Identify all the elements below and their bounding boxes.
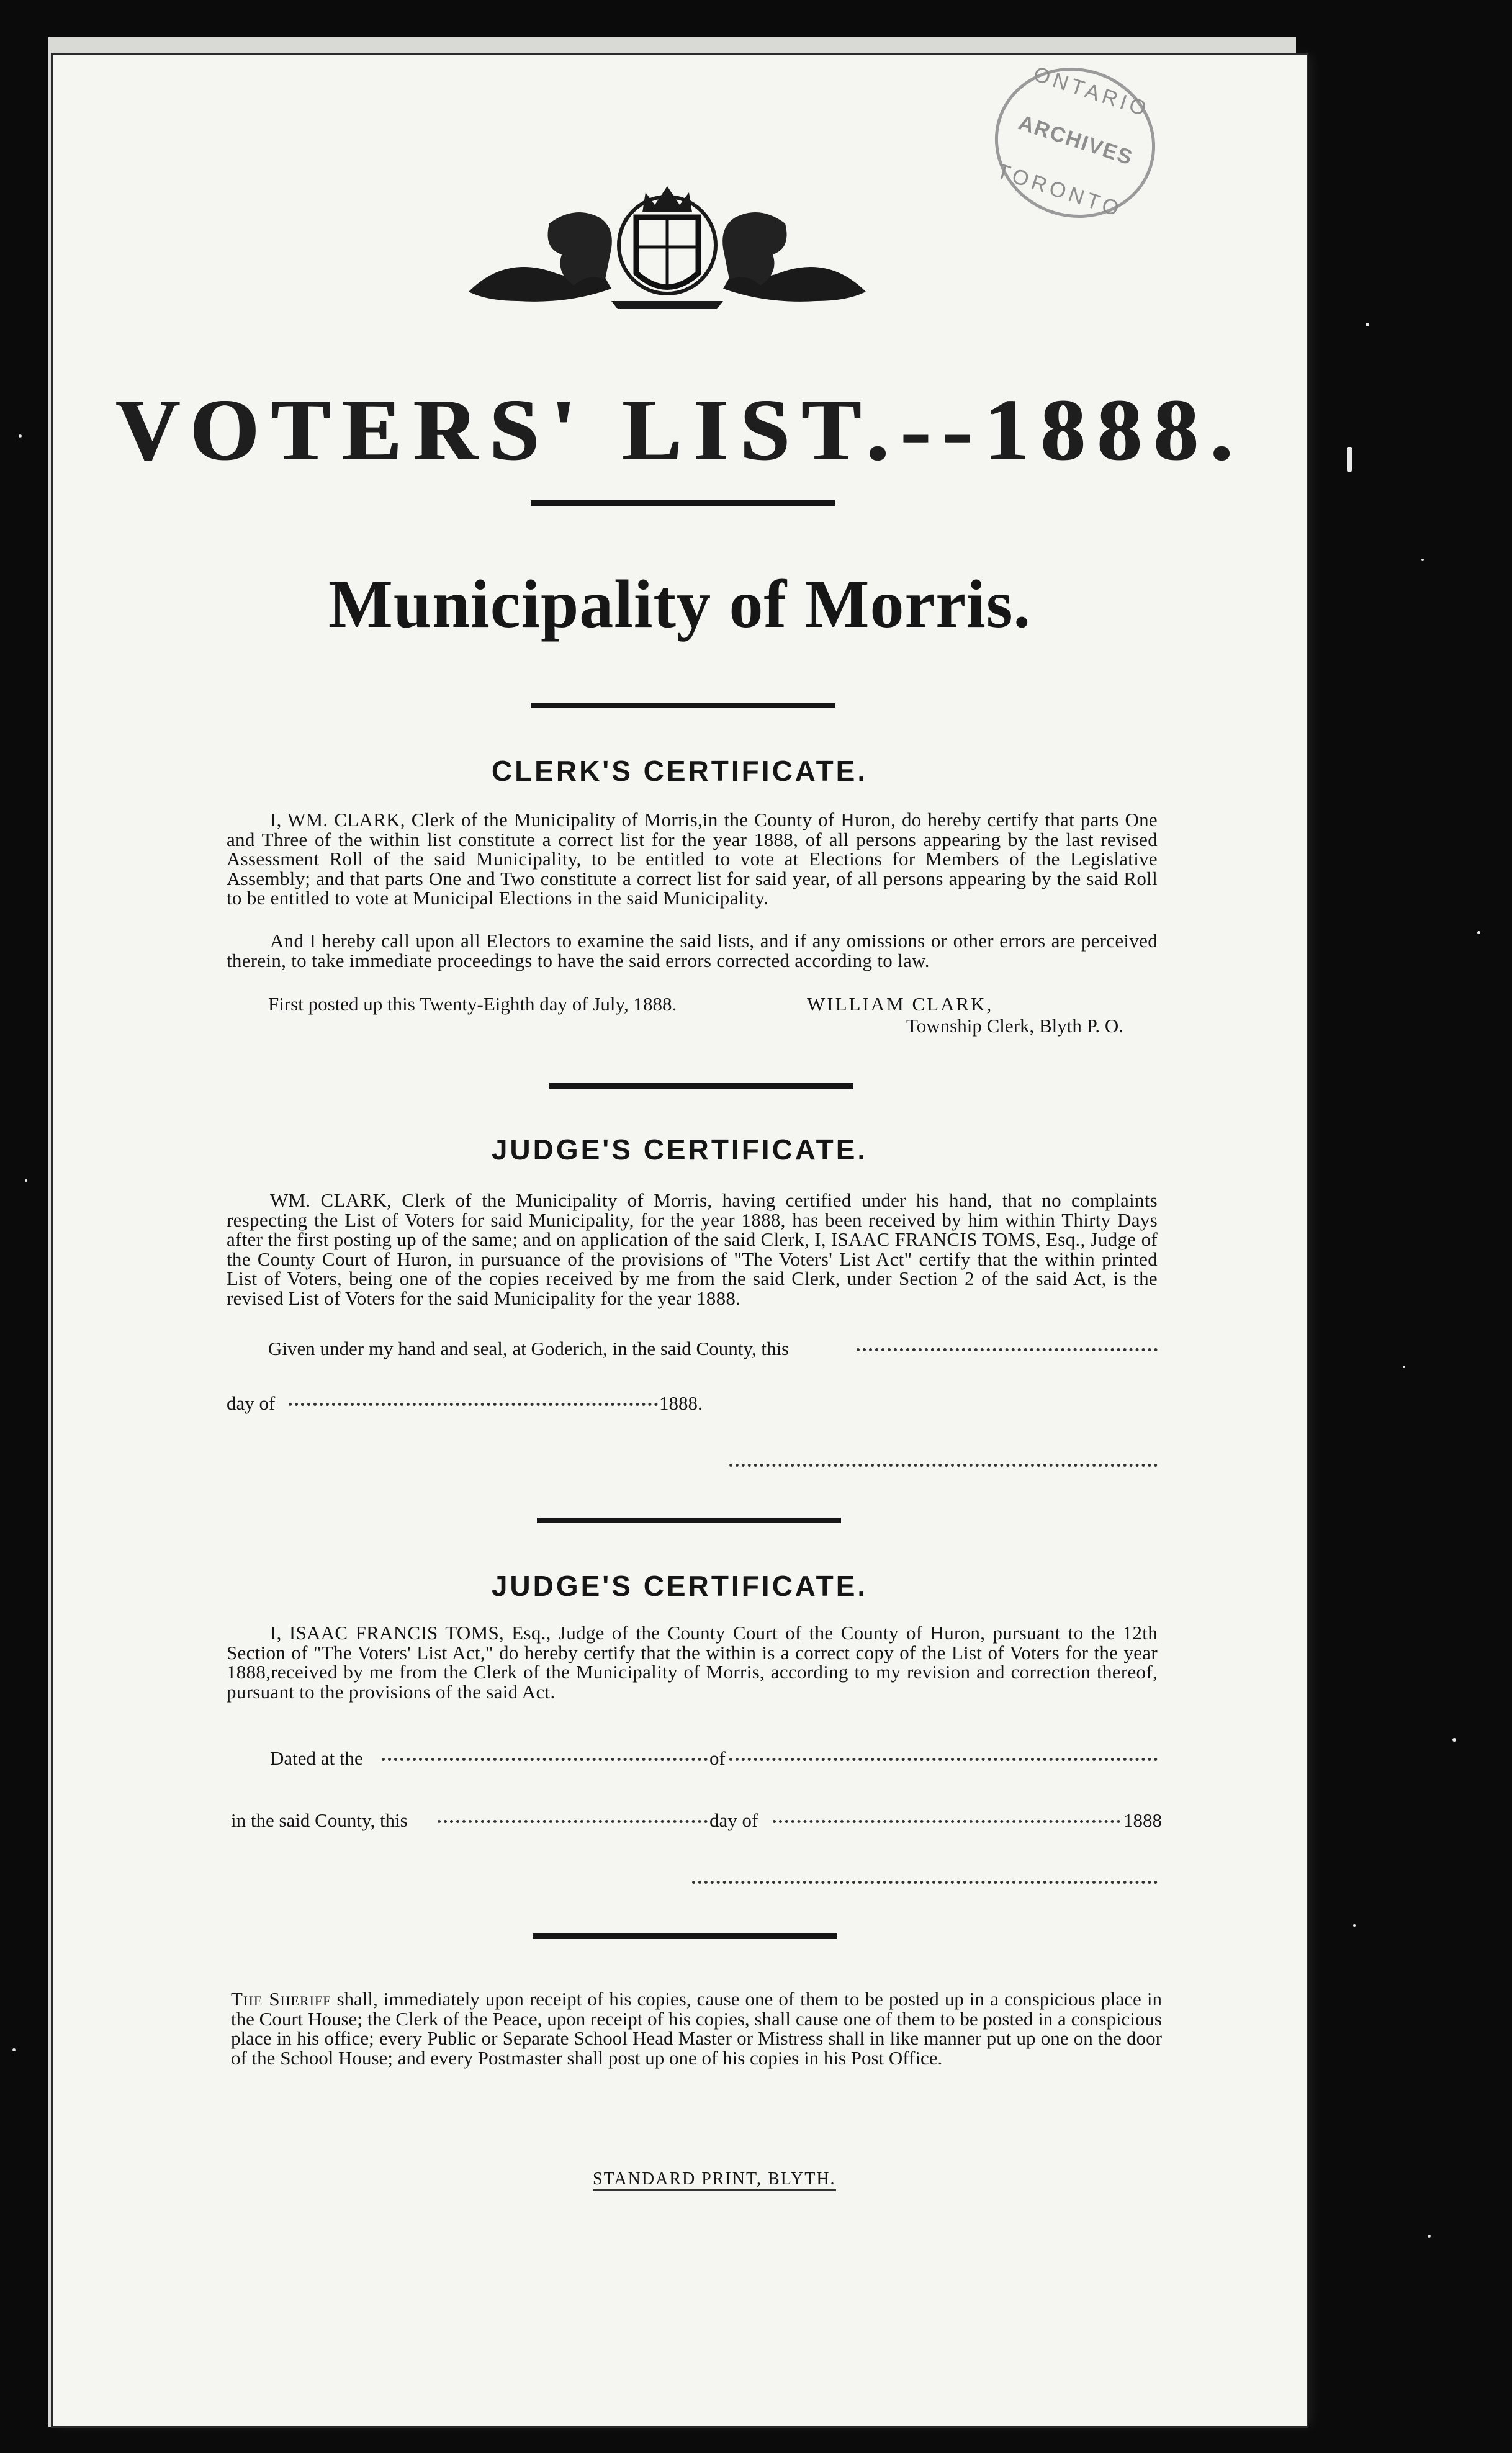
in-county-label: in the said County, this <box>231 1809 408 1831</box>
clerk-call-to-electors: And I hereby call upon all Electors to examine the said lists, and if any omissions or other errors are perceived therein, to take immediate proceedings to have the said errors corrected according to law. <box>227 930 1158 971</box>
stamp-line-2: ARCHIVES <box>1015 110 1136 170</box>
divider-rule <box>537 1518 841 1523</box>
posting-date: First posted up this Twenty-Eighth day of July, 1888. <box>268 993 677 1015</box>
divider-rule <box>531 703 835 708</box>
printer-imprint: STANDARD PRINT, BLYTH. <box>593 2169 836 2191</box>
month-blank <box>773 1820 1120 1823</box>
of-label: of <box>709 1747 726 1769</box>
judge-certificate-heading-2: JUDGE'S CERTIFICATE. <box>491 1570 868 1602</box>
judge-certificate-body: WM. CLARK, Clerk of the Municipality of Morris, having certified under his hand, that no complaints respecting the List of Voters for said Municipality, for the year 1888, has been received by him within Thirty Days after the first posting up of the same; and on application of the said Clerk, I, ISAAC FRANCIS TOMS, Esq., Judge of the County Court of Huron, in pursuance of the provisions of "The Voters' List Act" certify that the within printed List of Voters, being one of the copies received by me from the said Clerk, under Section 2 of the said Act, is the revised List of Voters for the said Municipality for the year 1888. <box>227 1189 1158 1309</box>
clerk-title: Township Clerk, Blyth P. O. <box>906 1015 1124 1037</box>
clerk-certificate-heading: CLERK'S CERTIFICATE. <box>491 755 868 787</box>
day-of-label-2: day of <box>709 1809 758 1831</box>
stamp-line-1: ONTARIO <box>1030 62 1153 122</box>
judge-year: 1888. <box>659 1392 703 1414</box>
clerk-certificate-body: I, WM. CLARK, Clerk of the Municipality of Morris,in the County of Huron, do hereby certify that parts One and Three of the within list constitute a correct list for the year 1888, of all persons appearing by the last revised Assessment Roll of the said Municipality, to be entitled to vote at Elections for Members of the Legislative Assembly; and that parts One and Two constitute a correct list for said year, of all persons appearing by the said Roll to be entitled to vote at Municipal Elections in the said Municipality. <box>227 809 1158 909</box>
dated-at-label: Dated at the <box>270 1747 363 1769</box>
divider-rule <box>531 500 835 506</box>
place-blank-2 <box>729 1758 1158 1761</box>
date-blank <box>289 1403 658 1406</box>
posting-instructions <box>231 1989 1162 2068</box>
judge-signature-blank-2 <box>692 1881 1158 1884</box>
royal-coat-of-arms-icon <box>456 180 878 310</box>
day-of-label: day of <box>227 1392 276 1414</box>
given-under-hand-line: Given under my hand and seal, at Goderich, in the said County, this <box>268 1338 790 1359</box>
clerk-signature: WILLIAM CLARK, <box>807 993 994 1015</box>
document-title: VOTERS' LIST.--1888. <box>115 380 1244 479</box>
judge-signature-blank <box>729 1464 1158 1467</box>
judge-year-2: 1888 <box>1123 1809 1162 1831</box>
sheriff-label: The Sheriff <box>231 1988 331 2010</box>
divider-rule <box>549 1083 853 1089</box>
place-blank <box>382 1758 708 1761</box>
signature-blank <box>857 1348 1158 1351</box>
posting-instructions-text: shall, immediately upon receipt of his copies, cause one of them to be posted up in a conspicious place in the Court House; the Clerk of the Peace, upon receipt of his copies, shall cause one of them to be posted in a conspicious place in his office; every Public or Separate School Head Master or Mistress shall in like manner put up one on the door of the School House; and every Postmaster shall post up one of his copies in his Post Office. <box>231 1988 1162 2069</box>
judge-certificate-body-2: I, ISAAC FRANCIS TOMS, Esq., Judge of the County Court of the County of Huron, pursuant to the 12th Section of "The Voters' List Act," do hereby certify that the within is a correct copy of the List of Voters for the year 1888,received by me from the Clerk of the Municipality of Morris, according to my revision and correction thereof, pursuant to the provisions of the said Act. <box>227 1622 1158 1703</box>
divider-rule <box>533 1933 837 1939</box>
day-blank <box>438 1820 708 1823</box>
stamp-line-3: TORONTO <box>993 159 1126 222</box>
municipality-heading: Municipality of Morris. <box>328 566 1032 642</box>
judge-certificate-heading: JUDGE'S CERTIFICATE. <box>491 1133 868 1166</box>
